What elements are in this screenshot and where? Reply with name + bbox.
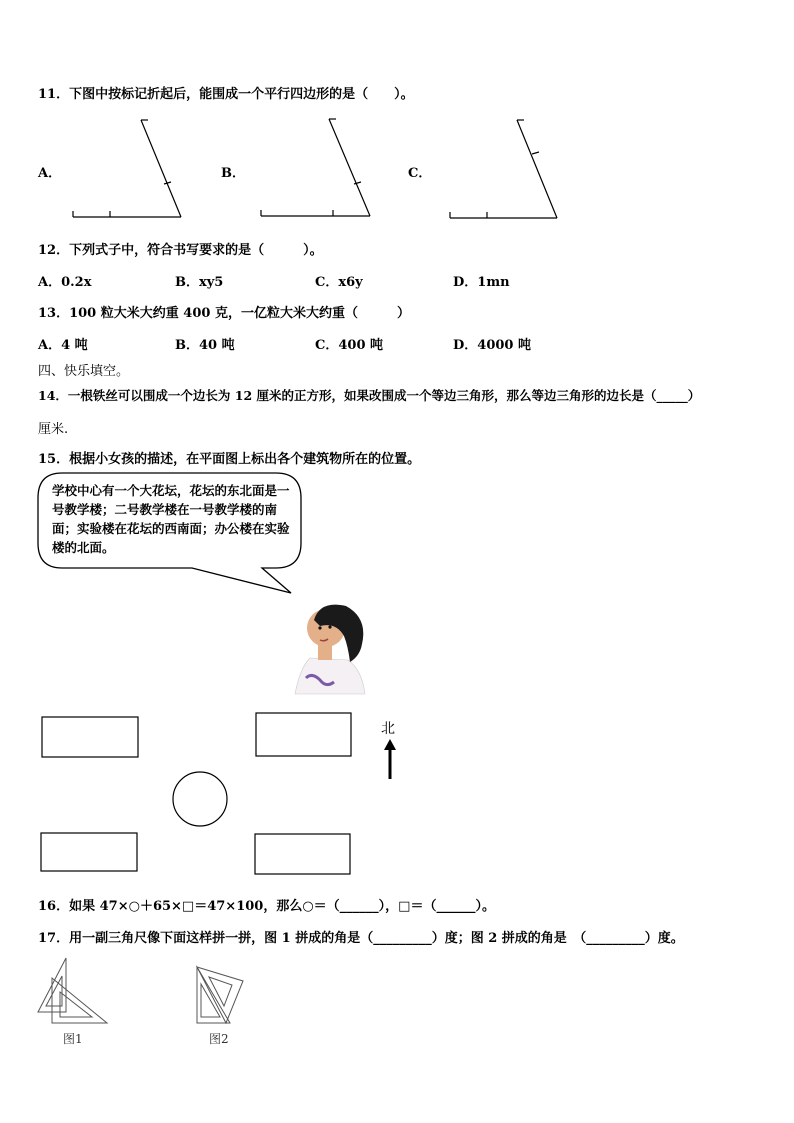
q14-line2: 厘米.: [38, 422, 69, 437]
q14-line1: 14．一根铁丝可以围成一个边长为 12 厘米的正方形，如果改围成一个等边三角形，那么等边三角形的边长是（_____）: [38, 388, 701, 403]
q13-option-d[interactable]: D．4000 吨: [453, 338, 531, 353]
q17-question: 17．用一副三角尺像下面这样拼一拼，图 1 拼成的角是（_________）度；图 2 拼成的角是 （_________）度。: [38, 931, 684, 946]
q15-question: 15．根据小女孩的描述，在平面图上标出各个建筑物所在的位置。: [38, 452, 421, 467]
q12-option-b[interactable]: B．xy5: [175, 275, 224, 290]
q16-question: 16．如果 47×○＋65×□＝47×100，那么○＝（______），□＝（______）。: [38, 899, 495, 914]
q11-question: 11．下图中按标记折起后，能围成一个平行四边形的是（ ）。: [38, 87, 414, 102]
q13-option-b[interactable]: B．40 吨: [175, 338, 235, 353]
q12-option-c[interactable]: C．x6y: [315, 275, 363, 290]
q12-option-d[interactable]: D．1mn: [453, 275, 510, 290]
q13-question: 13．100 粒大米大约重 400 克，一亿粒大米大约重（ ）: [38, 306, 410, 321]
figure-1-caption: 图1: [63, 1032, 83, 1046]
q11-option-b[interactable]: B．: [221, 166, 245, 181]
q12-question: 12．下列式子中，符合书写要求的是（ ）。: [38, 243, 323, 258]
q13-option-c[interactable]: C．400 吨: [315, 338, 384, 353]
section-title: 四、快乐填空。: [38, 364, 130, 379]
q11-option-c[interactable]: C．: [408, 166, 432, 181]
q11-option-a[interactable]: A．: [38, 166, 62, 181]
bubble-text: 学校中心有一个大花坛，花坛的东北面是一号教学楼；二号教学楼在一号教学楼的南面；实验楼在花坛的西南面；办公楼在实验楼的北面。: [52, 483, 290, 555]
north-label: 北: [381, 721, 395, 737]
q12-option-a[interactable]: A．0.2x: [38, 275, 92, 290]
q13-option-a[interactable]: A．4 吨: [38, 338, 88, 353]
figure-2-caption: 图2: [209, 1032, 229, 1046]
